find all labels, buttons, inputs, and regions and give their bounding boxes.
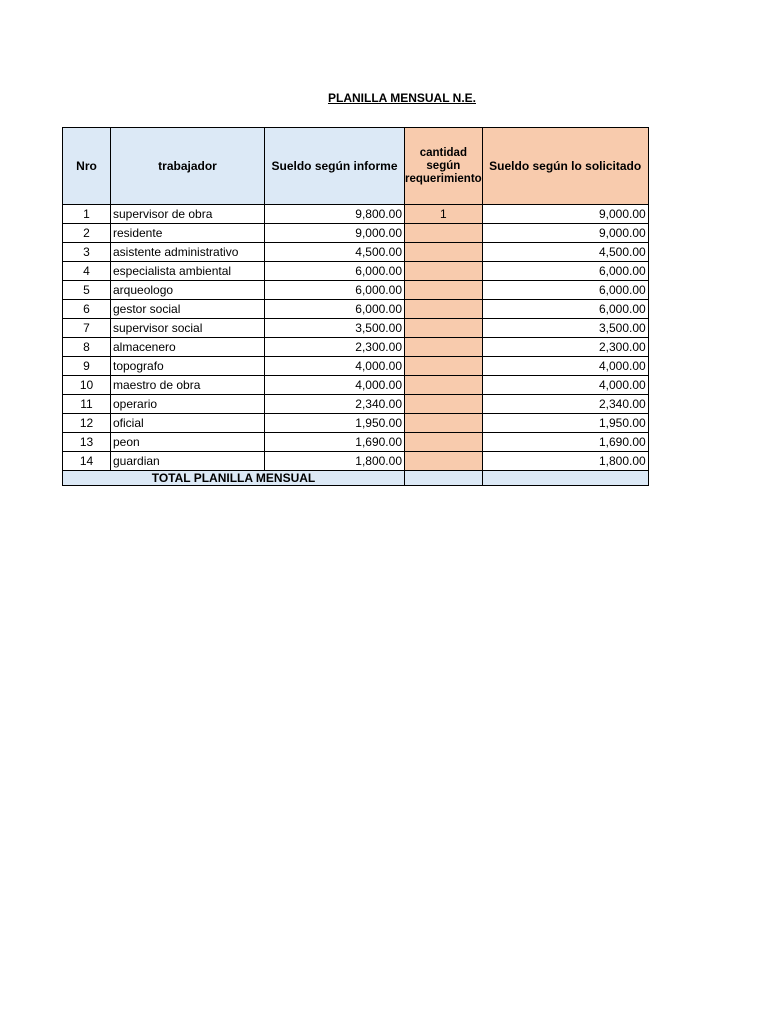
- cell-sueldo-solicitado: 1,950.00: [482, 414, 648, 433]
- cell-trabajador: residente: [111, 224, 265, 243]
- cell-sueldo-solicitado: 4,000.00: [482, 357, 648, 376]
- cell-cantidad: [405, 243, 483, 262]
- cell-sueldo-solicitado: 3,500.00: [482, 319, 648, 338]
- cell-cantidad: [405, 319, 483, 338]
- cell-cantidad: [405, 452, 483, 471]
- cell-nro: 5: [63, 281, 111, 300]
- cell-cantidad: [405, 395, 483, 414]
- cell-nro: 13: [63, 433, 111, 452]
- cell-sueldo-solicitado: 2,300.00: [482, 338, 648, 357]
- payroll-table: [62, 127, 649, 486]
- cell-trabajador: arqueologo: [111, 281, 265, 300]
- cell-cantidad: [405, 376, 483, 395]
- cell-nro: 11: [63, 395, 111, 414]
- header-sueldo-solicitado: Sueldo según lo solicitado: [482, 128, 648, 205]
- cell-nro: 10: [63, 376, 111, 395]
- cell-sueldo-solicitado: 1,800.00: [482, 452, 648, 471]
- cell-nro: 2: [63, 224, 111, 243]
- cell-trabajador: topografo: [111, 357, 265, 376]
- cell-trabajador: especialista ambiental: [111, 262, 265, 281]
- cell-sueldo-solicitado: 6,000.00: [482, 281, 648, 300]
- cell-cantidad: [405, 300, 483, 319]
- cell-nro: 14: [63, 452, 111, 471]
- cell-nro: 12: [63, 414, 111, 433]
- header-row: [63, 128, 649, 205]
- cell-nro: 7: [63, 319, 111, 338]
- table-row: [63, 452, 649, 471]
- total-sueldo-solicitado: [482, 471, 648, 486]
- cell-nro: 4: [63, 262, 111, 281]
- cell-cantidad: [405, 433, 483, 452]
- header-trabajador: trabajador: [111, 128, 265, 205]
- cell-nro: 1: [63, 205, 111, 224]
- cell-sueldo-informe: 1,690.00: [265, 433, 405, 452]
- cell-trabajador: gestor social: [111, 300, 265, 319]
- table-row: [63, 205, 649, 224]
- cell-trabajador: almacenero: [111, 338, 265, 357]
- table-row: [63, 319, 649, 338]
- cell-cantidad: [405, 338, 483, 357]
- table-row: [63, 243, 649, 262]
- cell-sueldo-informe: 4,000.00: [265, 376, 405, 395]
- cell-trabajador: oficial: [111, 414, 265, 433]
- table-row: [63, 224, 649, 243]
- table-row: [63, 357, 649, 376]
- cell-sueldo-informe: 6,000.00: [265, 300, 405, 319]
- cell-cantidad: [405, 224, 483, 243]
- cell-sueldo-solicitado: 2,340.00: [482, 395, 648, 414]
- cell-nro: 6: [63, 300, 111, 319]
- cell-cantidad: [405, 262, 483, 281]
- cell-cantidad: [405, 357, 483, 376]
- page-title: PLANILLA MENSUAL N.E.: [327, 91, 476, 105]
- cell-trabajador: asistente administrativo: [111, 243, 265, 262]
- cell-nro: 9: [63, 357, 111, 376]
- table-row: [63, 300, 649, 319]
- table-row: [63, 376, 649, 395]
- header-sueldo-informe: Sueldo según informe: [265, 128, 405, 205]
- cell-cantidad: [405, 281, 483, 300]
- table-row: [63, 338, 649, 357]
- table-row: [63, 281, 649, 300]
- table-row: [63, 262, 649, 281]
- table-row: [63, 433, 649, 452]
- total-cantidad: [405, 471, 483, 486]
- cell-trabajador: supervisor de obra: [111, 205, 265, 224]
- cell-nro: 8: [63, 338, 111, 357]
- cell-trabajador: peon: [111, 433, 265, 452]
- cell-sueldo-informe: 4,000.00: [265, 357, 405, 376]
- cell-sueldo-informe: 6,000.00: [265, 262, 405, 281]
- total-row: [63, 471, 649, 486]
- cell-sueldo-informe: 2,300.00: [265, 338, 405, 357]
- cell-sueldo-informe: 6,000.00: [265, 281, 405, 300]
- total-label: TOTAL PLANILLA MENSUAL: [63, 471, 405, 486]
- cell-sueldo-solicitado: 4,000.00: [482, 376, 648, 395]
- cell-sueldo-informe: 1,800.00: [265, 452, 405, 471]
- cell-sueldo-solicitado: 6,000.00: [482, 262, 648, 281]
- cell-sueldo-solicitado: 1,690.00: [482, 433, 648, 452]
- cell-sueldo-informe: 9,800.00: [265, 205, 405, 224]
- table-row: [63, 395, 649, 414]
- cell-cantidad: [405, 414, 483, 433]
- cell-sueldo-solicitado: 6,000.00: [482, 300, 648, 319]
- cell-sueldo-solicitado: 9,000.00: [482, 224, 648, 243]
- cell-sueldo-informe: 9,000.00: [265, 224, 405, 243]
- cell-nro: 3: [63, 243, 111, 262]
- header-nro: Nro: [63, 128, 111, 205]
- table-row: [63, 414, 649, 433]
- cell-cantidad: 1: [405, 205, 483, 224]
- header-cantidad: cantidad según requerimiento: [405, 128, 483, 205]
- cell-sueldo-solicitado: 9,000.00: [482, 205, 648, 224]
- cell-sueldo-informe: 3,500.00: [265, 319, 405, 338]
- cell-trabajador: operario: [111, 395, 265, 414]
- cell-sueldo-informe: 2,340.00: [265, 395, 405, 414]
- cell-sueldo-solicitado: 4,500.00: [482, 243, 648, 262]
- cell-trabajador: supervisor social: [111, 319, 265, 338]
- cell-sueldo-informe: 1,950.00: [265, 414, 405, 433]
- cell-trabajador: maestro de obra: [111, 376, 265, 395]
- cell-sueldo-informe: 4,500.00: [265, 243, 405, 262]
- cell-trabajador: guardian: [111, 452, 265, 471]
